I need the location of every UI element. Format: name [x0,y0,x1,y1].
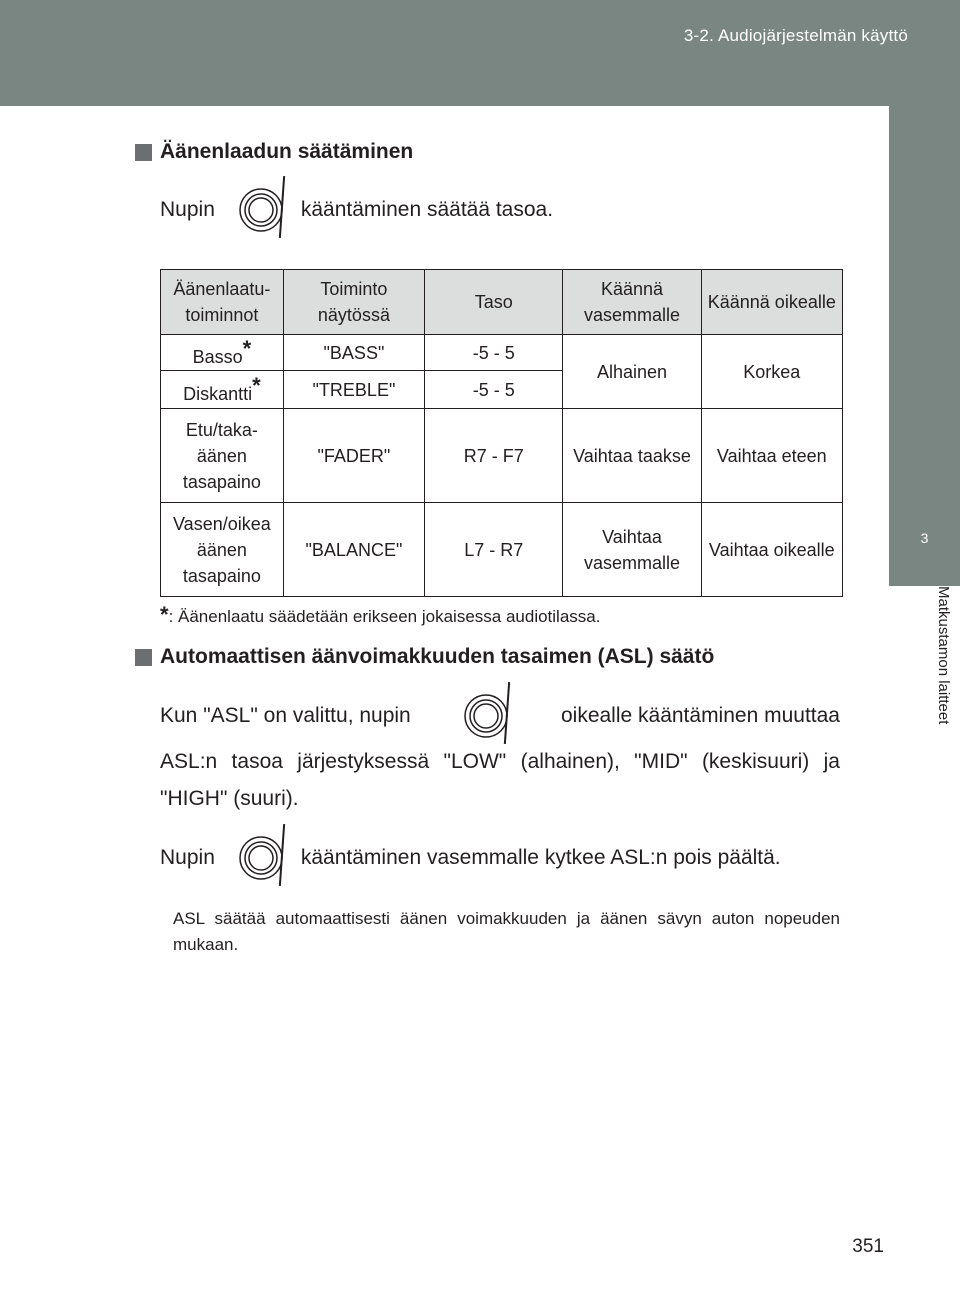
section1-heading [135,140,413,164]
knob-icon [235,184,287,236]
table-cell: Vaihtaa vasemmalle [563,503,701,597]
section1-heading-text: Äänenlaadun säätäminen [160,140,414,163]
table-cell: -5 - 5 [425,335,563,371]
table-cell: Vasen/oikea äänen tasapaino [161,503,284,597]
table-cell: Vaihtaa eteen [701,409,842,503]
table-cell: "BALANCE" [283,503,424,597]
section-title: 3-2. Audiojärjestelmän käyttö [683,26,908,45]
table-cell: R7 - F7 [425,409,563,503]
table-cell: Etu/taka-äänen tasapaino [161,409,284,503]
asl-text-before: Kun "ASL" on valittu, nupin [160,704,411,727]
table-cell: L7 - R7 [425,503,563,597]
table-cell: -5 - 5 [425,371,563,409]
sound-settings-table [160,269,843,597]
page-number: 351 [852,1236,884,1257]
header-cell: Äänenlaatu-toiminnot [161,270,284,335]
asl-note: ASL säätää automaattisesti äänen voimakkuuden ja äänen sävyn auton nopeuden mukaan. [173,909,840,954]
knob-icon [460,690,512,742]
header-cell: Taso [425,270,563,335]
section2-heading-text: Automaattisen äänvoimakkuuden tasaimen (ASL) säätö [160,645,715,668]
chapter-title: Matkustamon laitteet [935,586,952,725]
bullet-square-icon [135,649,152,666]
table-cell: Vaihtaa taakse [563,409,701,503]
table-row [161,335,843,371]
table-cell: "BASS" [283,335,424,371]
section2-heading [135,645,714,669]
bullet-square-icon [135,144,152,161]
asl-off-instruction [160,832,781,884]
table-cell: "TREBLE" [283,371,424,409]
footnote-text: : Äänenlaatu säädetään erikseen jokaisessa audiotilassa. [168,607,601,626]
header-cell: Käännä oikealle [701,270,842,335]
section1-instruction [160,184,553,236]
asl-paragraph-rest: ASL:n tasoa järjestyksessä "LOW" (alhainen), "MID" (keskisuuri) ja "HIGH" (suuri). [160,750,840,810]
table-row [161,409,843,503]
instruction-text-before: Nupin [160,198,215,221]
table-cell: Vaihtaa oikealle [701,503,842,597]
table-row [161,503,843,597]
side-tab-top [889,106,960,506]
chapter-tab [889,586,960,986]
footnote [160,602,600,628]
asl-text-after: oikealle kääntäminen muuttaa [560,704,840,727]
header-cell: Käännä vasemmalle [563,270,701,335]
instruction-text-after: kääntäminen säätää tasoa. [300,198,554,221]
header-bar [0,0,960,106]
asl-paragraph-line1 [160,690,840,742]
asl-off-text-before: Nupin [160,846,215,869]
table-cell: Korkea [701,335,842,409]
table-cell: Basso* [161,335,284,371]
header-cell: Toiminto näytössä [283,270,424,335]
table-header-row [161,270,843,335]
footnote-marker: * [160,602,169,627]
knob-icon [235,832,287,884]
table-cell: Diskantti* [161,371,284,409]
table-cell: "FADER" [283,409,424,503]
chapter-number: 3 [889,506,960,586]
table-cell: Alhainen [563,335,701,409]
asl-off-text-after: kääntäminen vasemmalle kytkee ASL:n pois päältä. [300,846,781,869]
